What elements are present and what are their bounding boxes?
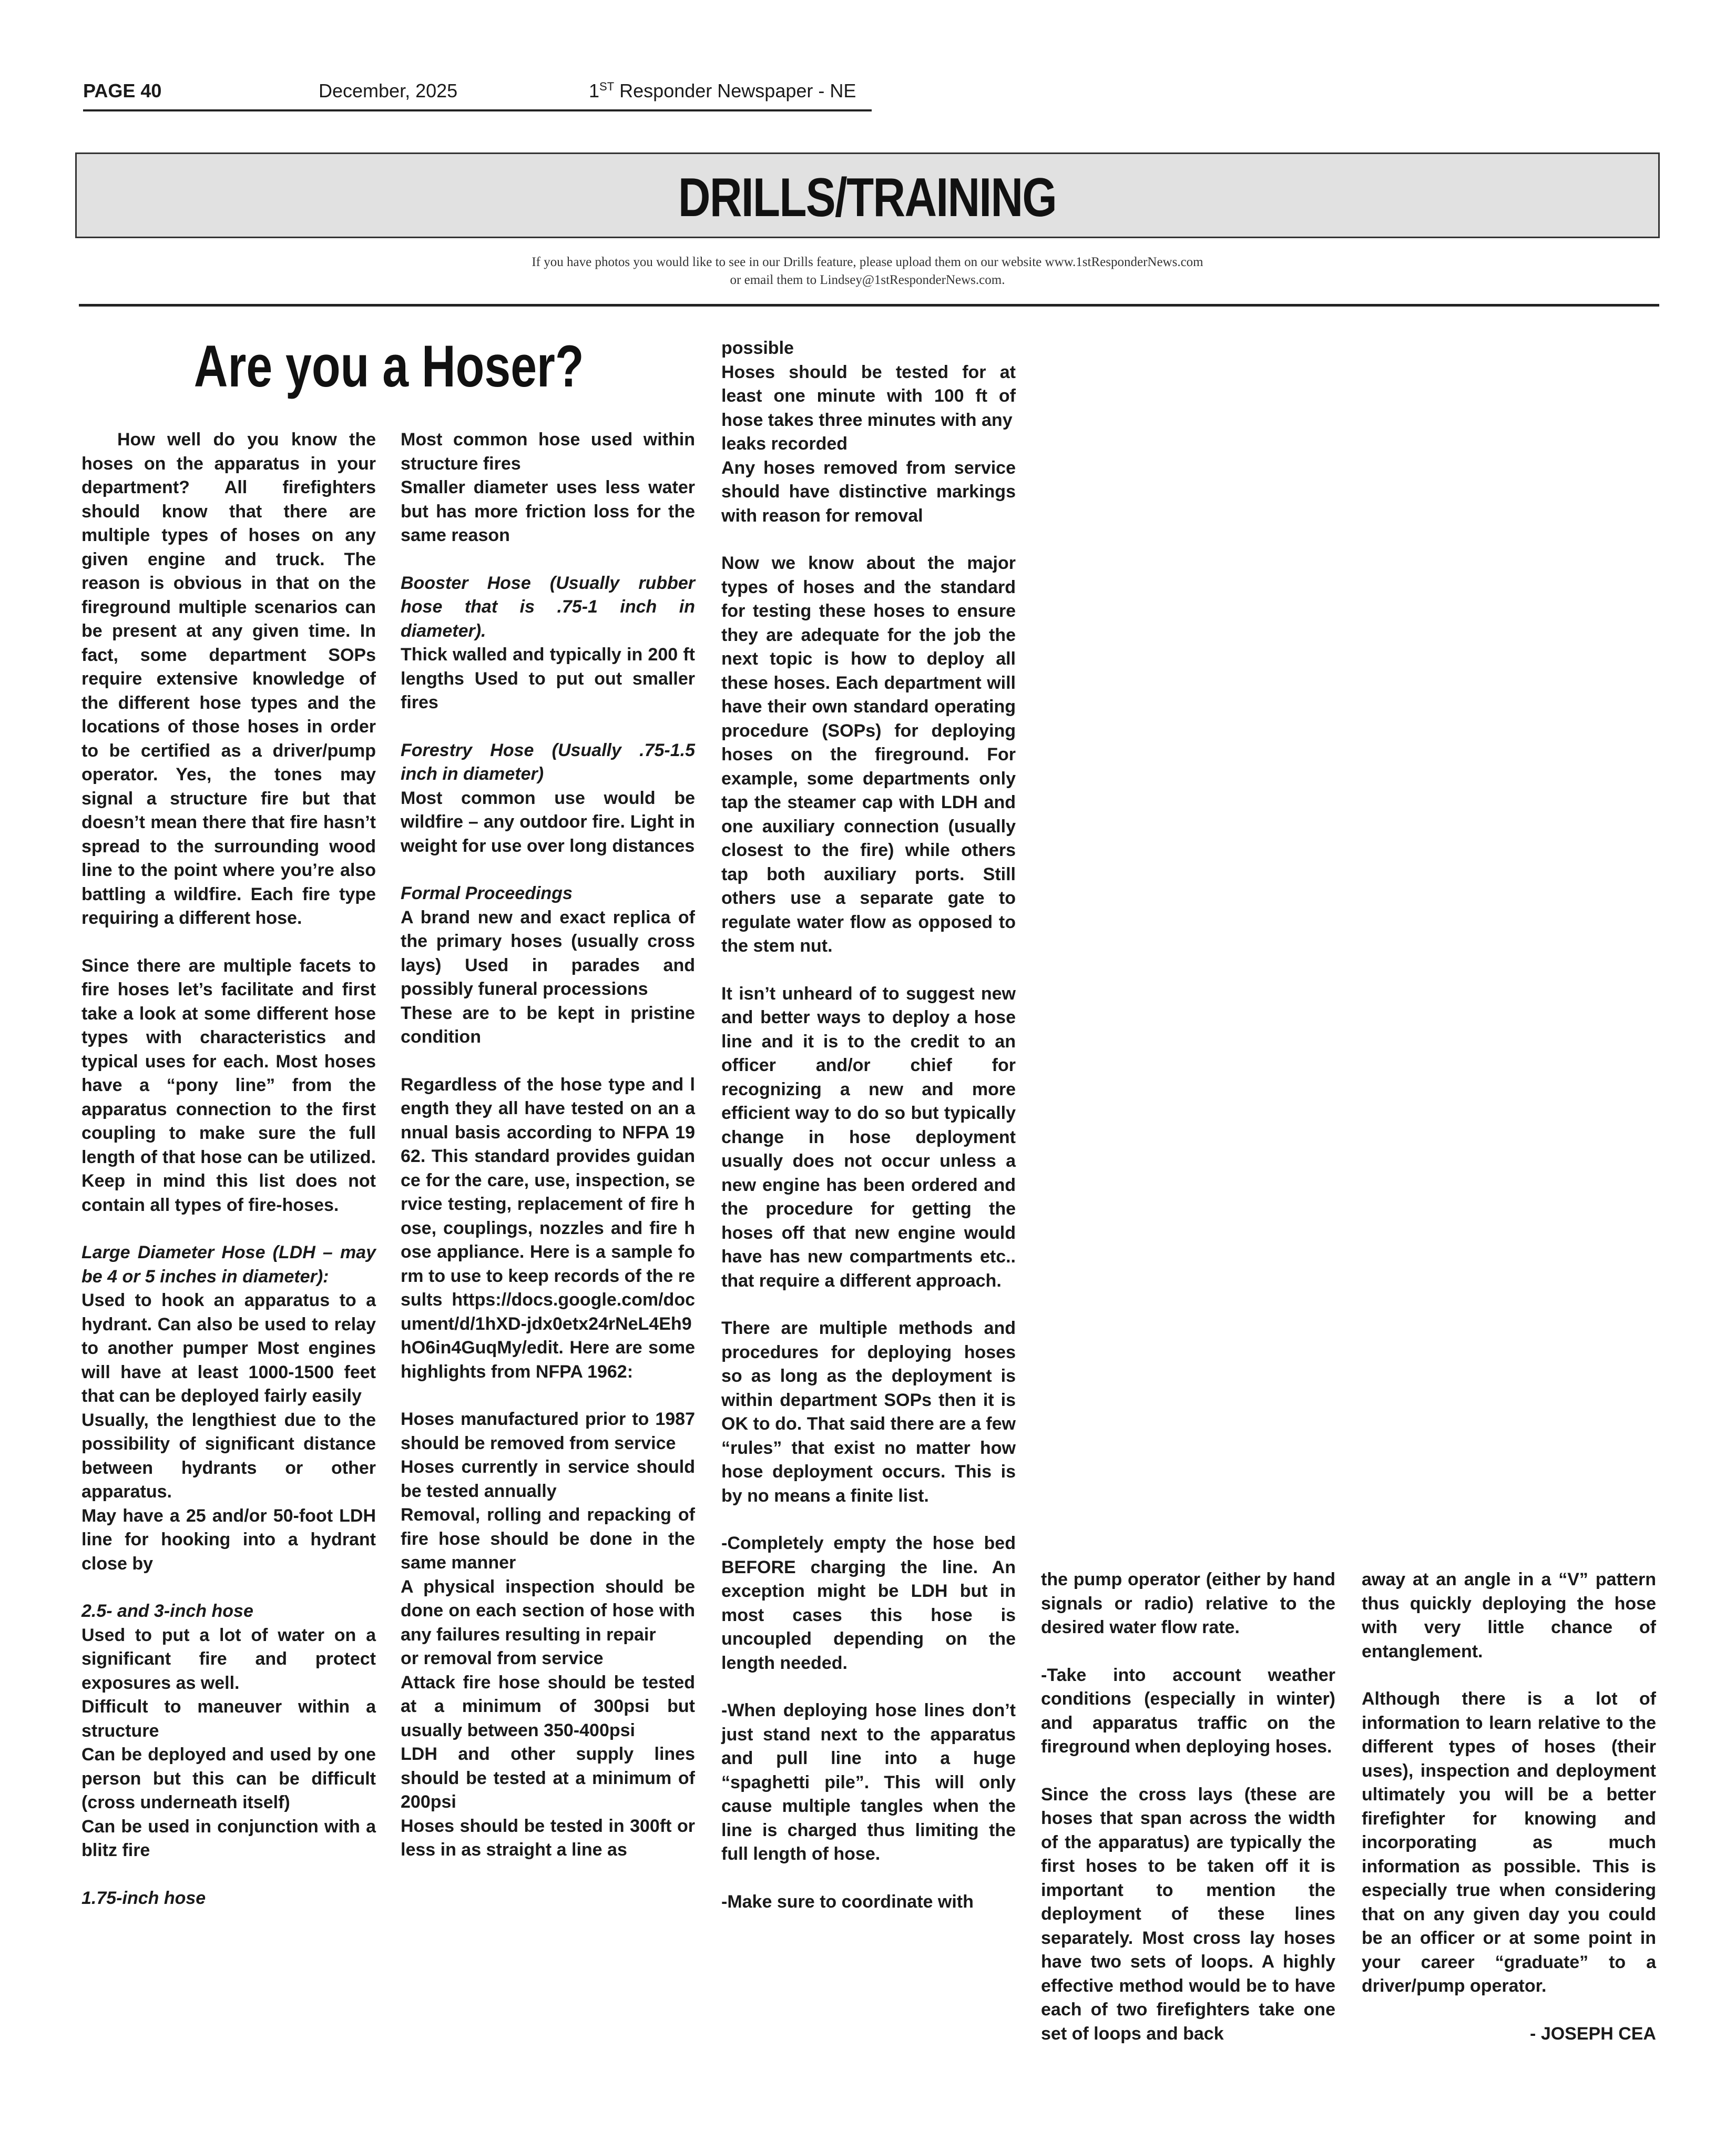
section-rule: [79, 304, 1659, 307]
headline-text: Are you a Hoser?: [194, 333, 584, 399]
newspaper-num: 1: [589, 80, 600, 101]
newspaper-sup: ST: [599, 80, 615, 93]
paragraph: the pump operator (either by hand signals or radio) relative to the desired water flow rate.: [1041, 1570, 1335, 1637]
author-byline: - JOSEPH CEA: [1530, 2023, 1656, 2044]
paragraph: Now we know about the major types of hoses and the standard for testing these hoses to ensure they are adequate for the job the next topic is how to deploy all these hoses. Each department will have their own standard operating procedure (SOPs) for deploying hoses on the fireground. For example, some departments only tap the steamer cap with LDH and one auxiliary connection (usually closest to the fire) while others tap both auxiliary ports. Still others use a separate gate to regulate water flow as opposed to the stem nut.: [721, 553, 1016, 956]
list-item: A brand new and exact replica of the primary hoses (usually cross lays) Used in parades and possibly funeral processions: [401, 907, 695, 999]
subhead: Booster Hose (Usually rubber hose that is .75-1 inch in diameter).: [401, 573, 695, 641]
paragraph: It isn’t unheard of to suggest new and better ways to deploy a hose line and it is to the credit to an officer and/or chief for recognizing a new and more efficient way to do so but typically change in hose deployment usually does not occur unless a new engine has been ordered and the procedure for getting the hoses off that new engine would have has new compartments etc.. that require a different approach.: [721, 983, 1016, 1291]
list-item: A physical inspection should be done on each section of hose with any failures resulting in repair: [401, 1576, 695, 1645]
paragraph: Although there is a lot of information to learn relative to the different types of hoses (their uses), inspection and deployment ultimately you will be a better firefighter for knowing and incorporating as much information as possible. This is especially true when considering that on any given day you could be an officer or at some point in your career “graduate” to a driver/pump operator.: [1362, 1689, 1656, 1996]
list-item: LDH and other supply lines should be tested at a minimum of 200psi: [401, 1744, 695, 1812]
paragraph: Regardless of the hose type and length they all have tested on an annual basis according to NFPA 1962. This standard provides guidance for the care, use, inspection, service testing, replacement of fire hose, couplings, nozzles and fire hose appliance. Here is a sample form to use to keep records of the results https://docs.google.com/document/d/1hXD-jdx0etx24rNeL4Eh9hO6in4GuqMy/edit. Here are some highlights from NFPA 1962:: [401, 1074, 695, 1382]
article-headline: [79, 332, 699, 400]
paragraph: There are multiple methods and procedures for deploying hoses so as long as the deployment is within department SOPs then it is OK to do. That said there are a few “rules” that exist no matter how hose deployment occurs. This is by no means a finite list.: [721, 1318, 1016, 1506]
article-column-3: [721, 337, 1016, 1914]
page-number: PAGE 40: [83, 80, 162, 101]
list-item: Used to hook an apparatus to a hydrant. Can also be used to relay to another pumper Most engines will have at least 1000-1500 feet that can be deployed fairly easily: [81, 1290, 376, 1406]
list-item: Smaller diameter uses less water but has more friction loss for the same reason: [401, 477, 695, 545]
list-item: These are to be kept in pristine condition: [401, 1003, 695, 1047]
paragraph: -When deploying hose lines don’t just stand next to the apparatus and pull line into a huge “spaghetti pile”. This will only cause multiple tangles when the line is charged thus limiting the full length of hose.: [721, 1700, 1016, 1864]
newspaper-rest: Responder Newspaper - NE: [614, 80, 856, 101]
page-header: [83, 78, 872, 111]
subhead: Large Diameter Hose (LDH – may be 4 or 5 inches in diameter):: [81, 1242, 376, 1287]
paragraph: away at an angle in a “V” pattern thus quickly deploying the hose with very little chance of entanglement.: [1362, 1570, 1656, 1662]
list-item: possible: [721, 338, 794, 358]
list-item: Most common use would be wildfire – any outdoor fire. Light in weight for use over long distances: [401, 788, 695, 856]
article-column-1: [81, 428, 376, 1910]
article-column-2: [401, 428, 695, 1862]
list-item: Most common hose used within structure fires: [401, 430, 695, 474]
list-item: Usually, the lengthiest due to the possibility of significant distance between hydrants or other apparatus.: [81, 1410, 376, 1502]
list-item: Removal, rolling and repacking of fire hose should be done in the same manner: [401, 1505, 695, 1573]
section-title: DRILLS/TRAINING: [678, 167, 1057, 228]
list-item: Difficult to maneuver within a structure: [81, 1697, 376, 1741]
subhead: 1.75-inch hose: [81, 1888, 206, 1908]
list-item: Thick walled and typically in 200 ft lengths Used to put out smaller fires: [401, 645, 695, 712]
list-item: Can be used in conjunction with a blitz fire: [81, 1816, 376, 1860]
list-item: leaks recorded: [721, 434, 848, 454]
list-item: Used to put a lot of water on a significant fire and protect exposures as well.: [81, 1625, 376, 1693]
list-item: May have a 25 and/or 50-foot LDH line for hooking into a hydrant close by: [81, 1505, 376, 1574]
subhead: Forestry Hose (Usually .75-1.5 inch in diameter): [401, 740, 695, 784]
paragraph: How well do you know the hoses on the apparatus in your department? All firefighters should know that there are multiple types of hoses on any given engine and truck. The reason is obvious in that on the fireground multiple scenarios can be present at any given time. In fact, some department SOPs require extensive knowledge of the different hose types and the locations of those hoses in order to be certified as a driver/pump operator. Yes, the tones may signal a structure fire but that doesn’t mean there that fire hasn’t spread to the surrounding wood line to the point where you’re also battling a wildfire. Each fire type requiring a different hose.: [81, 430, 376, 928]
notice-line-2: or email them to Lindsey@1stResponderNews.com.: [730, 273, 1005, 287]
section-banner: [75, 152, 1660, 238]
list-item: Hoses manufactured prior to 1987 should be removed from service: [401, 1409, 695, 1453]
paragraph: Since the cross lays (these are hoses that span across the width of the apparatus) are typically the first hoses to be taken off it is important to mention the deployment of these lines separately. Most cross lay hoses have two sets of loops. A highly effective method would be to have each of two firefighters take one set of loops and back: [1041, 1784, 1335, 2044]
notice-line-1: If you have photos you would like to see in our Drills feature, please upload them on our website www.1stResponderNews.com: [532, 255, 1203, 269]
newspaper-name: [589, 80, 856, 102]
paragraph: -Take into account weather conditions (especially in winter) and apparatus traffic on the fireground when deploying hoses.: [1041, 1665, 1335, 1757]
list-item: Hoses should be tested in 300ft or less in as straight a line as: [401, 1816, 695, 1860]
list-item: or removal from service: [401, 1648, 604, 1668]
article-column-4: [1041, 1568, 1335, 2046]
list-item: Hoses should be tested for at least one minute with 100 ft of hose takes three minutes with any: [721, 362, 1016, 430]
list-item: Any hoses removed from service should have distinctive markings with reason for removal: [721, 457, 1016, 526]
subhead: Formal Proceedings: [401, 883, 573, 903]
paragraph: -Completely empty the hose bed BEFORE charging the line. An exception might be LDH but in most cases this hose is uncoupled depending on the length needed.: [721, 1533, 1016, 1673]
issue-date: December, 2025: [319, 80, 458, 101]
article-column-5: [1362, 1568, 1656, 2046]
subhead: 2.5- and 3-inch hose: [81, 1601, 253, 1621]
paragraph: -Make sure to coordinate with: [721, 1891, 974, 1912]
paragraph: Since there are multiple facets to fire hoses let’s facilitate and first take a look at some different hose types with characteristics and typical uses for each. Most hoses have a “pony line” from the apparatus connection to the first coupling to make sure the full length of that hose can be utilized. Keep in mind this list does not contain all types of fire-hoses.: [81, 955, 376, 1215]
submission-notice: [75, 253, 1660, 289]
list-item: Hoses currently in service should be tested annually: [401, 1457, 695, 1501]
list-item: Attack fire hose should be tested at a minimum of 300psi but usually between 350-400psi: [401, 1672, 695, 1740]
list-item: Can be deployed and used by one person but this can be difficult (cross underneath itself): [81, 1745, 376, 1812]
